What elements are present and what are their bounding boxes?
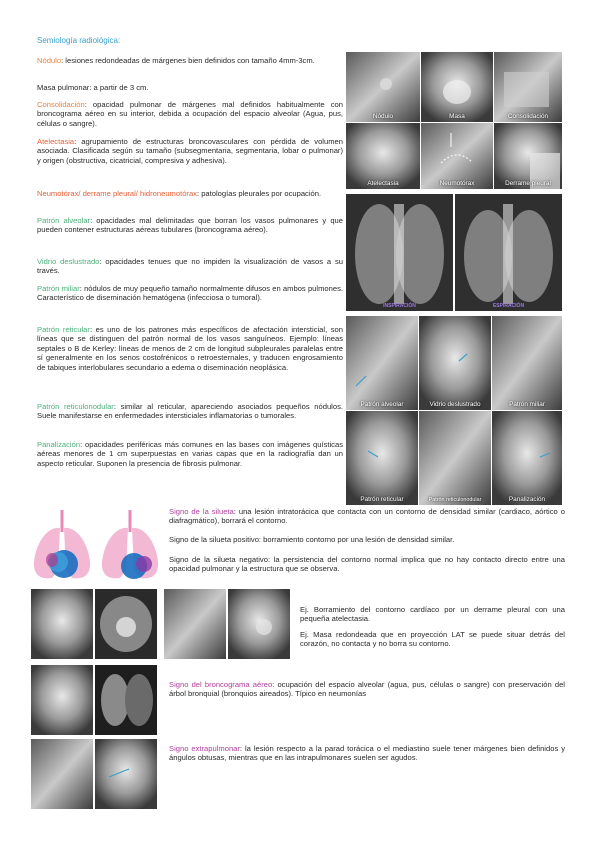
xray-patron-reticular xyxy=(346,411,418,505)
vidrio-paragraph: Vidrio deslustrado: opacidades tenues que no impiden la visualización de vasos a su través. xyxy=(37,257,343,276)
xray-neumotorax xyxy=(421,123,493,189)
panalizacion-paragraph: Panalización: opacidades periféricas más comunes en las bases con imágenes quísticas aéreas menores de 1 cm superpuestas en varias capas que en la radiografía dan un aspecto reticular. Suponen la presencia de fibrosis pulmonar. xyxy=(37,440,343,468)
xray-panalizacion xyxy=(492,411,562,505)
xray-silueta-ct xyxy=(95,589,157,659)
nodulo-paragraph: Nódulo: lesiones redondeadas de márgenes bien definidos con tamaño 4mm-3cm. xyxy=(37,56,315,65)
caption: Panalización xyxy=(508,496,546,503)
caption: Neumotórax xyxy=(439,180,475,187)
xray-atelectasia xyxy=(346,123,420,189)
xray-masa-pa xyxy=(164,589,226,659)
xray-extrapulmonar-1 xyxy=(31,739,93,809)
caption: Vidrio deslustrado xyxy=(429,401,481,408)
miliar-paragraph: Patrón miliar: nódulos de muy pequeño tamaño normalmente difusos en ambos pulmones. Característico de diseminación hematógena (infecciosa o tumoral). xyxy=(37,284,343,303)
caption-espiracion: ESPIRACIÓN xyxy=(492,303,525,309)
caption: Patrón reticulonodular xyxy=(428,497,482,503)
xray-nodulo xyxy=(346,52,420,122)
broncograma-paragraph: Signo del broncograma aéreo: ocupación del espacio alveolar (agua, pus, células o sangre) con preservación del árbol bronquial (bronquios aireados). Típico en neumonías xyxy=(169,680,565,699)
xray-patron-alveolar xyxy=(346,316,418,410)
silueta-ejemplo-1: Ej. Borramiento del contorno cardíaco por un derrame pleural con una pequeña atelectasia. xyxy=(300,605,565,624)
caption: Nódulo xyxy=(372,113,394,120)
caption: Patrón miliar xyxy=(509,401,545,408)
consolidacion-paragraph: Consolidación: opacidad pulmonar de márgenes mal definidos habitualmente con broncograma aéreo en su interior, debida a ocupación del espacio alveolar (Agua, pus, células o sangre). xyxy=(37,100,343,128)
xray-patron-miliar xyxy=(492,316,562,410)
xray-broncograma-ct xyxy=(95,665,157,735)
xray-broncograma-pa xyxy=(31,665,93,735)
lung-diagram-negative xyxy=(98,508,162,584)
xray-inspiracion xyxy=(346,194,453,311)
xray-silueta-pa xyxy=(31,589,93,659)
atelectasia-paragraph: Atelectasia: agrupamiento de estructuras broncovasculares con pérdida de volumen asociada. Clasificada según su tamaño (subsegmentaria, segmentaria, lobar o pulmonar) y origen (obstructiva, cicatricial, compresiva y adhesiva). xyxy=(37,137,343,165)
masa-paragraph: Masa pulmonar: a partir de 3 cm. xyxy=(37,83,149,92)
lung-diagram-positive xyxy=(30,508,94,584)
caption: Atelectasia xyxy=(367,180,399,187)
silueta-negativo: Signo de la silueta negativo: la persistencia del contorno normal implica que no hay contacto directo entre una opacidad pulmonar y la estructura que se observa. xyxy=(169,555,565,574)
xray-extrapulmonar-2 xyxy=(95,739,157,809)
caption: Patrón reticular xyxy=(360,496,404,503)
neumotorax-paragraph: Neumotórax/ derrame pleural/ hidroneumotórax: patologías pleurales por ocupación. xyxy=(37,189,322,198)
caption: Patrón alveolar xyxy=(360,401,404,408)
extrapulmonar-paragraph: Signo extrapulmonar: la lesión respecto a la parad torácica o el mediastino suele tener márgenes bien definidos y ángulos obtusas, mientras que en las intrapulmonares suelen ser agudos. xyxy=(169,744,565,763)
xray-masa xyxy=(421,52,493,122)
reticular-paragraph: Patrón reticular: es uno de los patrones más específicos de afectación intersticial, son líneas que se distinguen del patrón normal de los vasos sanguíneos. Ejemplo: líneas septales o B de Kerley: líneas de menos de 2 cm de longitud subpleurales paralelas entre sí generalmente en los senos costofrénicos o retroesternales, y traducen engrosamiento de tabiques interlobulares secundario a edema o diseminación neoplásica. xyxy=(37,325,343,372)
reticulonodular-paragraph: Patrón reticulonodular: similar al reticular, apareciendo asociados pequeños nódulos. Suele manifestarse en enfermedades intersticiales inflamatorias o tumorales. xyxy=(37,402,343,421)
section-title: Semiología radiológica: xyxy=(37,36,121,45)
xray-vidrio-deslustrado xyxy=(419,316,491,410)
xray-masa-lat xyxy=(228,589,290,659)
caption-inspiracion: INSPIRACIÓN xyxy=(383,303,416,309)
nodulo-term: Nódulo xyxy=(37,56,62,65)
caption: Derrame pleural xyxy=(505,180,551,187)
xray-espiracion xyxy=(455,194,562,311)
silueta-ejemplo-2: Ej. Masa redondeada que en proyección LAT se puede situar detrás del corazón, no contacta y no borra su contorno. xyxy=(300,630,565,649)
caption: Consolidación xyxy=(507,113,549,120)
silueta-paragraph: Signo de la silueta: una lesión intratorácica que contacta con un contorno de densidad similar (cardiaco, aórtico o diafragmático), borrará el contorno. xyxy=(169,507,565,526)
xray-derrame-pleural xyxy=(494,123,562,189)
caption: Masa xyxy=(449,113,465,120)
xray-patron-reticulonodular xyxy=(419,411,491,505)
xray-consolidacion xyxy=(494,52,562,122)
alveolar-paragraph: Patrón alveolar: opacidades mal delimitadas que borran los vasos pulmonares y que pueden contener estructuras aéreas tubulares (broncograma aéreo). xyxy=(37,216,344,235)
silueta-positivo: Signo de la silueta positivo: borramiento contorno por una lesión de densidad similar. xyxy=(169,535,455,544)
